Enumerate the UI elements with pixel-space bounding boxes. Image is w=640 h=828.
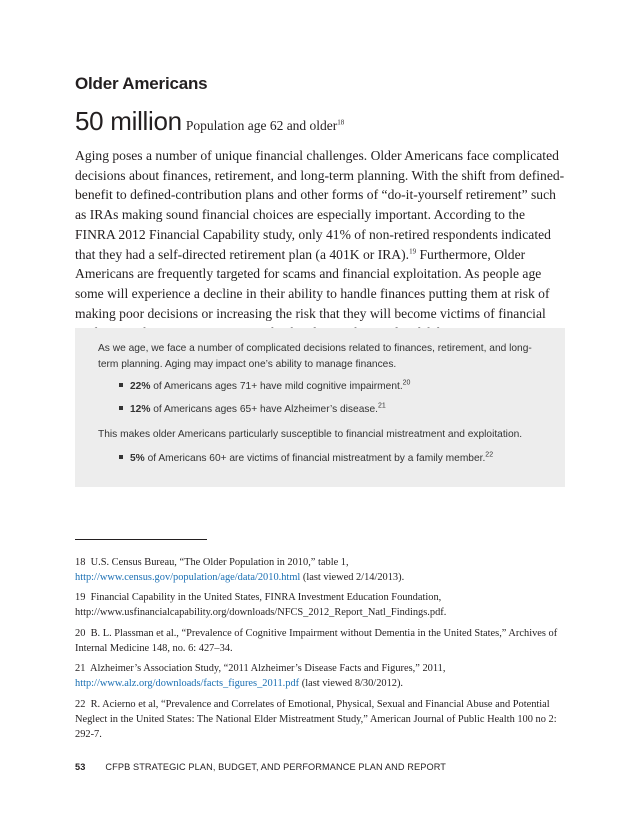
footnote-text: B. L. Plassman et al., “Prevalence of Cognitive Impairment without Dementia in the United States,” Archives of Internal Medicine 148, no. 6: 427–34.	[75, 628, 558, 654]
footnote-text: Alzheimer’s Association Study, “2011 Alzheimer’s Disease Facts and Figures,” 2011,	[90, 663, 446, 674]
footnote-text: Financial Capability in the United States, FINRA Investment Education Foundation, http://www.usfinancialcapability.org/downloads/NFCS_2012_Report_Natl_Findings.pdf.	[75, 592, 447, 618]
footnote-ref-22: 22	[485, 451, 494, 459]
callout-intro: As we age, we face a number of complicated decisions related to finances, retirement, and long-term planning. Aging may impact one’s ability to manage finances.	[98, 343, 532, 370]
callout-bullet	[119, 451, 493, 467]
bullet-marker	[119, 383, 123, 387]
footnote-divider	[75, 539, 207, 540]
page-number: 53	[75, 762, 86, 772]
stat-description-text: Population age 62 and older	[185, 118, 338, 133]
footnote-link[interactable]: http://www.alz.org/downloads/facts_figures_2011.pdf	[75, 678, 300, 689]
stat-description	[186, 118, 344, 133]
footnote-21	[75, 661, 565, 691]
body-text-start: Aging poses a number of unique financial challenges. Older Americans face complicated decisions about finances, retirement, and long-term planning. With the shift from defined-benefit to defined-contribution plans and other forms of “do-it-yourself retirement” such as IRAs making sound financial choices are especially important. According to the FINRA 2012 Financial Capability study, only 41% of non-retired respondents indicated that they had a self-directed retirement plan (a 401K or IRA).	[75, 148, 565, 262]
footnote-18	[75, 555, 565, 585]
page-footer	[75, 762, 446, 772]
footnote-ref-18: 18	[337, 118, 345, 127]
footnote-text-end: (last viewed 2/14/2013).	[300, 572, 405, 583]
bullet-marker	[119, 455, 123, 459]
stat-number: 50 million	[75, 106, 182, 136]
footnote-number: 18	[75, 557, 86, 568]
footnote-number: 21	[75, 663, 86, 674]
bullet-percent: 12%	[130, 404, 151, 415]
footnote-link[interactable]: http://www.census.gov/population/age/data/2010.html	[75, 572, 301, 583]
stat-row	[75, 106, 344, 137]
footer-title: CFPB STRATEGIC PLAN, BUDGET, AND PERFORMANCE PLAN AND REPORT	[105, 762, 446, 772]
callout-bullet	[119, 379, 410, 395]
footnote-text: R. Acierno et al, “Prevalence and Correlates of Emotional, Physical, Sexual and Financial Abuse and Potential Neglect in the United States: The National Elder Mistreatment Study,” American Journal of Public Health 100 no 2: 292-7.	[75, 699, 557, 740]
bullet-percent: 5%	[130, 453, 145, 464]
bullet-percent: 22%	[130, 381, 151, 392]
footnote-text: U.S. Census Bureau, “The Older Population in 2010,” table 1,	[90, 557, 349, 568]
footnote-number: 20	[75, 628, 86, 639]
bullet-text: of Americans ages 65+ have Alzheimer’s disease.	[150, 404, 378, 415]
footnote-ref-20: 20	[402, 379, 411, 387]
footnote-22	[75, 697, 565, 742]
section-heading: Older Americans	[75, 74, 208, 93]
bullet-marker	[119, 406, 123, 410]
body-text-end: Furthermore, Older Americans are frequently targeted for scams and financial exploitation. As people age some will experience a decline in their ability to handle finances putting them at risk of making poor decisions or increasing the risk that they will become victims of financial	[75, 246, 550, 321]
footnote-number: 19	[75, 592, 86, 603]
footnote-number: 22	[75, 699, 86, 710]
footnote-19	[75, 590, 565, 620]
bullet-text: of Americans 60+ are victims of financial mistreatment by a family member.	[144, 453, 486, 464]
bullet-text: of Americans ages 71+ have mild cognitive impairment.	[150, 381, 403, 392]
callout-box	[75, 328, 565, 487]
callout-middle-text: This makes older Americans particularly susceptible to financial mistreatment and exploitation.	[98, 429, 523, 440]
body-paragraph	[75, 146, 565, 343]
footnote-ref-19: 19	[409, 246, 417, 255]
footnote-ref-21: 21	[377, 402, 386, 410]
footnote-20	[75, 626, 565, 656]
callout-bullet	[119, 402, 386, 418]
footnote-text-end: (last viewed 8/30/2012).	[299, 678, 404, 689]
